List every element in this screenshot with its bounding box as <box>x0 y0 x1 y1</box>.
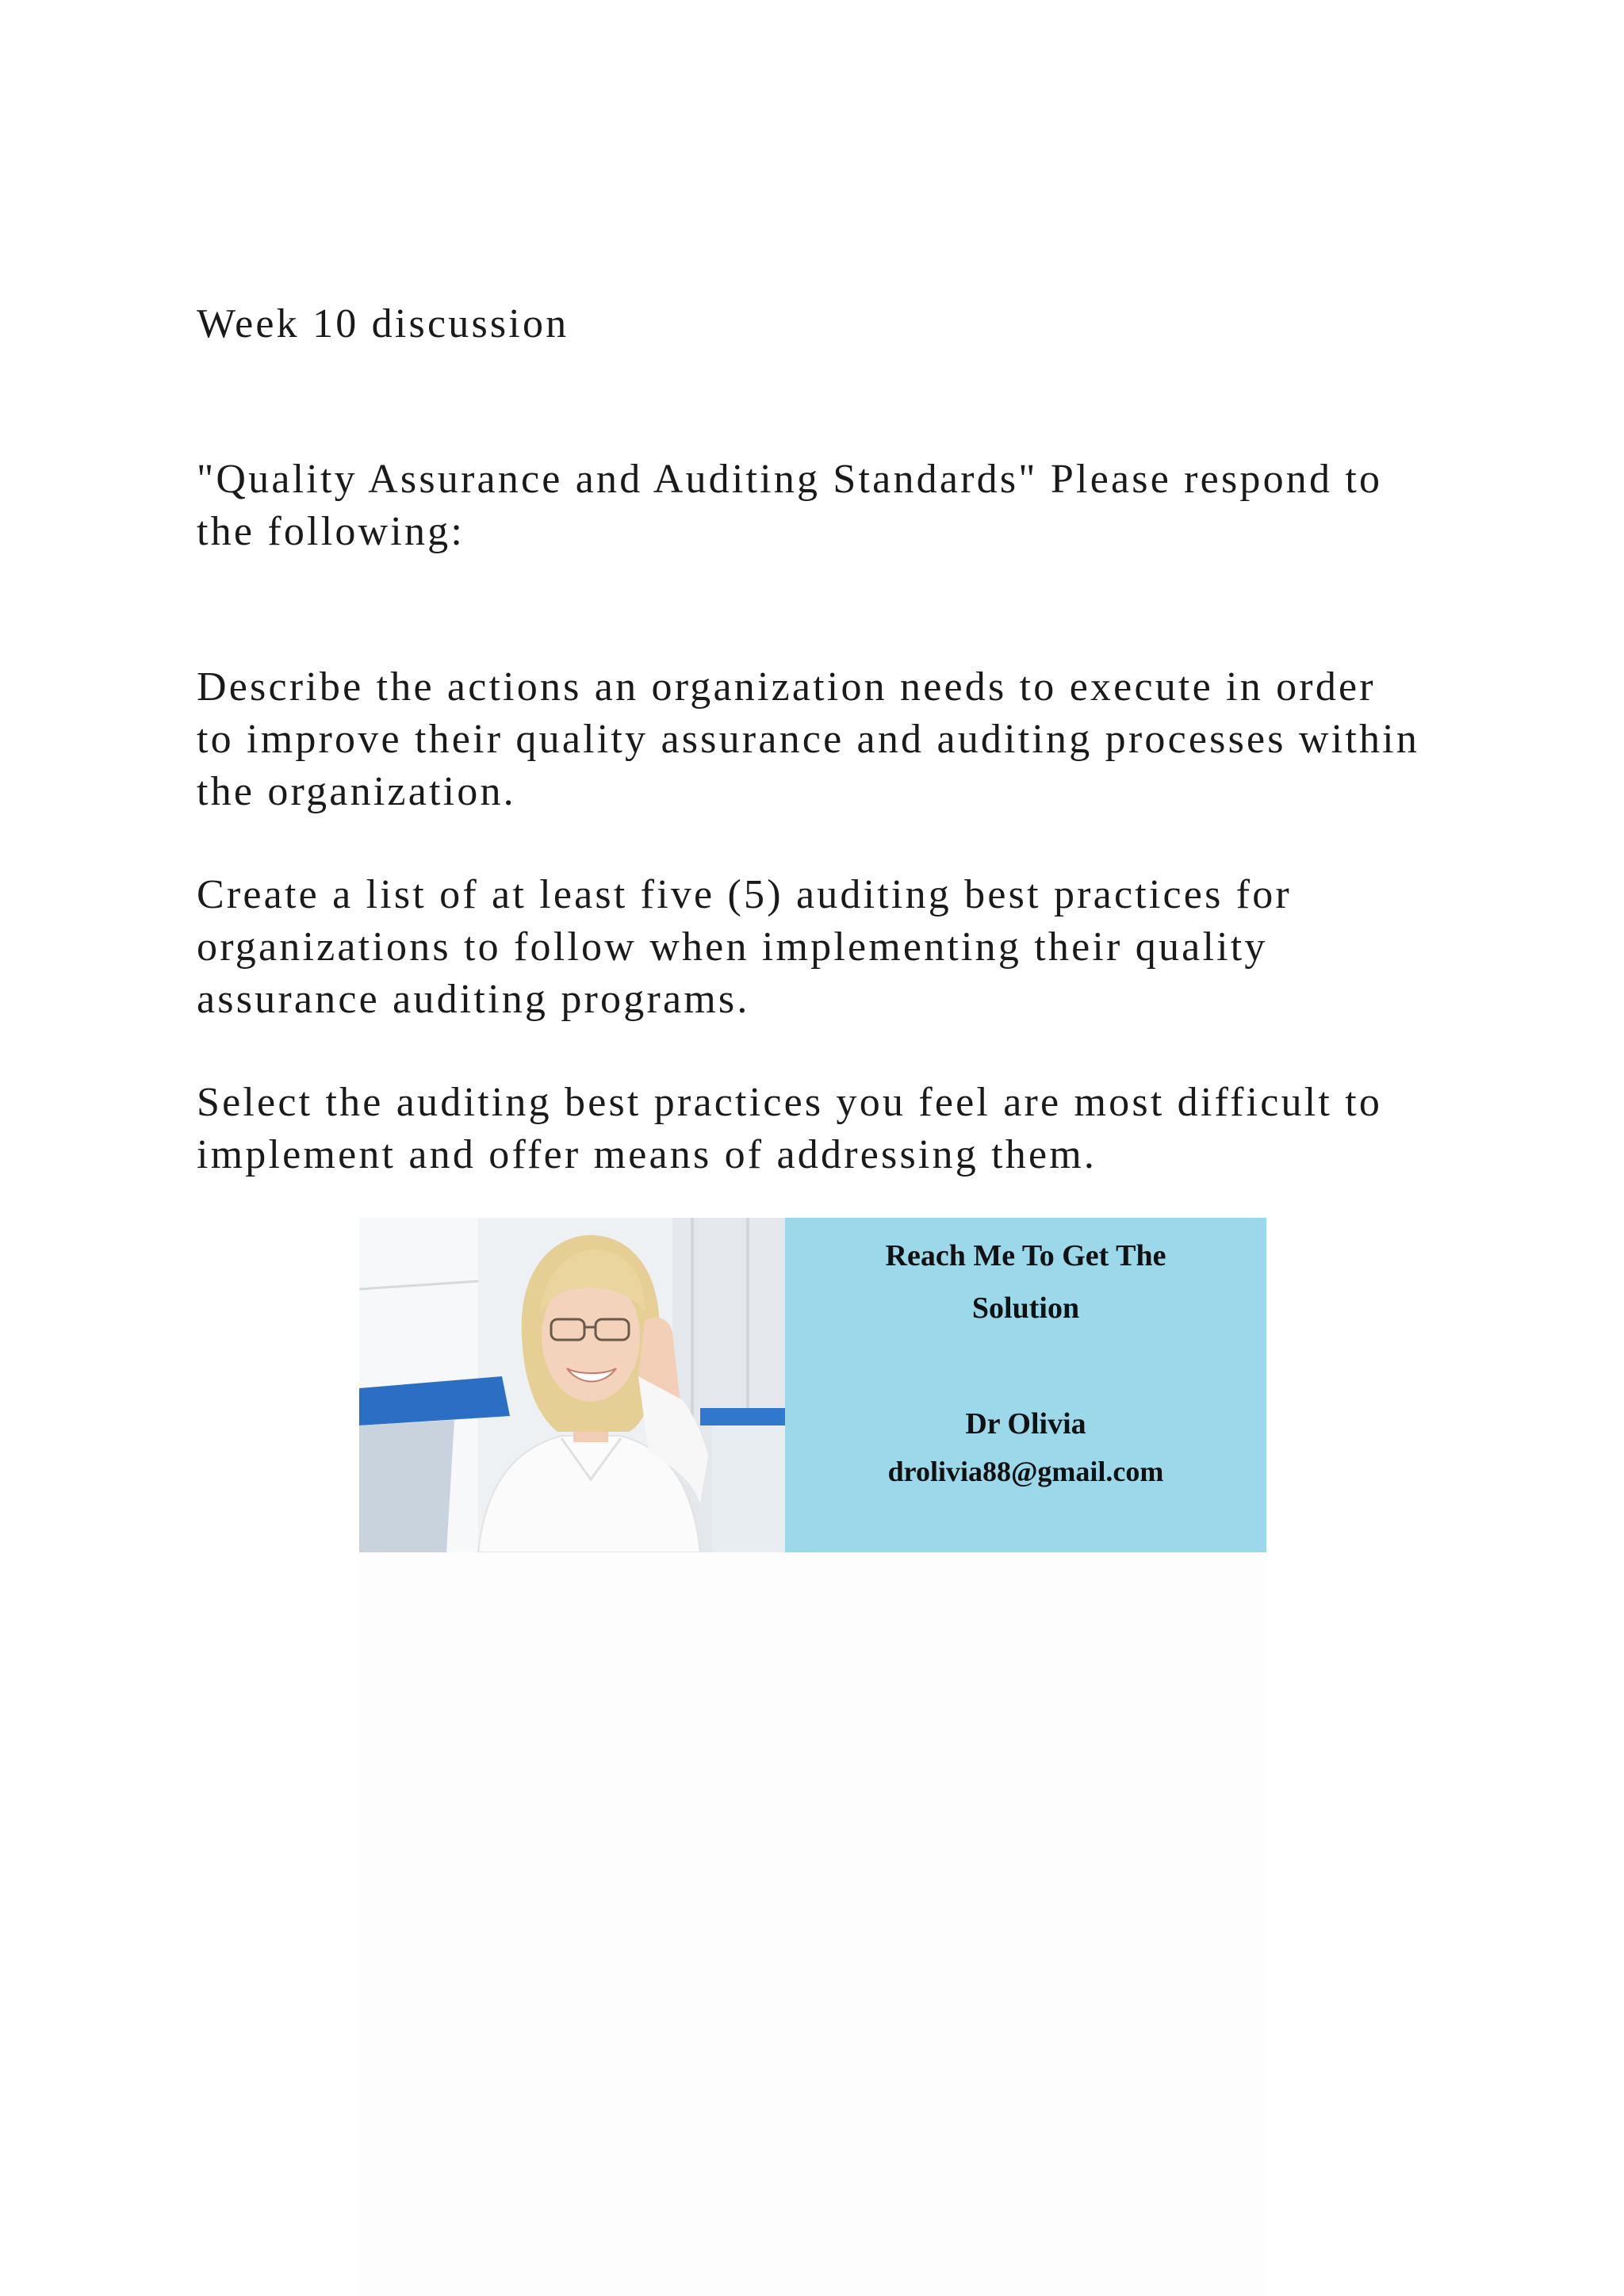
question-1-line: to improve their quality assurance and auditing processes within <box>197 717 1420 762</box>
banner-line-1: Reach Me To Get The <box>885 1239 1166 1272</box>
contact-banner <box>359 1218 1266 1552</box>
question-1-line: the organization. <box>197 769 516 814</box>
question-2-line: Create a list of at least five (5) auditing best practices for <box>197 872 1292 917</box>
heading-text: Week 10 discussion <box>197 301 569 346</box>
question-3-line: implement and offer means of addressing them. <box>197 1132 1097 1177</box>
prompt-line: "Quality Assurance and Auditing Standards" Please respond to <box>197 457 1383 502</box>
prompt-line: the following: <box>197 509 465 554</box>
prompt-paragraph <box>197 453 1465 558</box>
contact-email: drolivia88@gmail.com <box>887 1456 1164 1487</box>
contact-name: Dr Olivia <box>965 1407 1086 1441</box>
banner-line-2: Solution <box>971 1292 1080 1325</box>
question-3-line: Select the auditing best practices you feel are most difficult to <box>197 1080 1383 1125</box>
question-2-paragraph <box>197 869 1465 1026</box>
person-photo-icon <box>359 1218 785 1552</box>
question-1-line: Describe the actions an organization needs to execute in order <box>197 664 1376 710</box>
document-heading <box>197 298 1465 350</box>
question-3-paragraph <box>197 1077 1465 1181</box>
question-1-paragraph <box>197 661 1465 818</box>
page-shading <box>358 1552 1266 2296</box>
contact-info-panel <box>785 1218 1266 1552</box>
question-2-line: assurance auditing programs. <box>197 977 750 1022</box>
question-2-line: organizations to follow when implementing their quality <box>197 924 1268 970</box>
